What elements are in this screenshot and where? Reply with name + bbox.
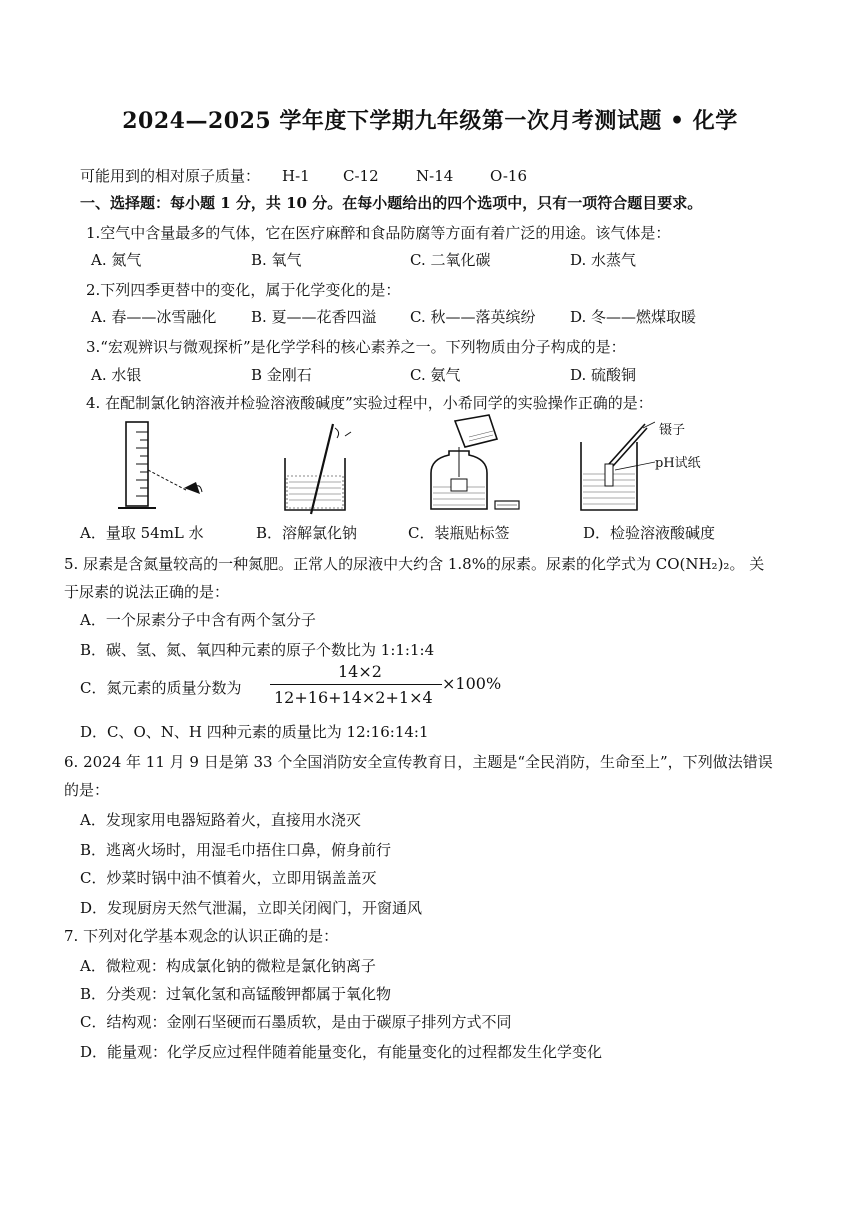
q4-option-b[interactable]: B．溶解氯化钠	[256, 524, 358, 542]
fraction-denominator: 12+16+14×2+1×4	[274, 688, 433, 707]
q5-option-c-prefix: C．氮元素的质量分数为	[80, 679, 242, 697]
exam-title: 2024—2025 学年度下学期九年级第一次月考测试题 • 化学	[122, 108, 738, 134]
atomic-masses-label: 可能用到的相对原子质量：	[80, 167, 261, 185]
fraction-bar	[270, 684, 442, 685]
q2-option-c[interactable]: C. 秋——落英缤纷	[410, 308, 536, 326]
q5-stem-line2: 于尿素的说法正确的是：	[64, 583, 230, 601]
q5-option-b[interactable]: B．碳、氢、氮、氧四种元素的原子个数比为 1:1:1:4	[80, 641, 435, 659]
q2-option-d[interactable]: D. 冬——燃煤取暖	[570, 308, 697, 326]
q7-option-b[interactable]: B．分类观：过氧化氢和高锰酸钾都属于氧化物	[80, 985, 392, 1003]
q4-label-tweezers: 镊子	[659, 423, 686, 438]
q6-option-a[interactable]: A．发现家用电器短路着火，直接用水浇灭	[80, 811, 361, 829]
q1-stem: 1.空气中含量最多的气体，它在医疗麻醉和食品防腐等方面有着广泛的用途。该气体是：	[86, 224, 671, 242]
q5-option-c[interactable]	[80, 678, 241, 698]
q7-option-a[interactable]: A．微粒观：构成氯化钠的微粒是氯化钠离子	[80, 957, 376, 975]
q6-option-d[interactable]: D．发现厨房天然气泄漏，立即关闭阀门，开窗通风	[80, 899, 423, 917]
q7-option-c[interactable]: C．结构观：金刚石坚硬而石墨质软，是由于碳原子排列方式不同	[80, 1013, 512, 1031]
q6-option-b[interactable]: B．逃离火场时，用湿毛巾捂住口鼻，俯身前行	[80, 841, 392, 859]
atomic-mass-o: O-16	[490, 167, 528, 185]
section1-heading: 一、选择题：每小题 1 分，共 10 分。在每小题给出的四个选项中，只有一项符合题目要求。	[80, 194, 703, 212]
q4-figure-b-beaker-stirring	[275, 418, 365, 518]
q2-stem: 2.下列四季更替中的变化，属于化学变化的是：	[86, 281, 401, 299]
atomic-mass-h: H-1	[282, 167, 310, 185]
q4-option-a[interactable]: A．量取 54mL 水	[80, 524, 204, 542]
atomic-mass-c: C-12	[343, 167, 379, 185]
q5-option-c-fraction	[270, 662, 510, 712]
q3-option-c[interactable]: C. 氨气	[410, 366, 461, 384]
q1-option-d[interactable]: D. 水蒸气	[570, 251, 637, 269]
q4-option-d[interactable]: D．检验溶液酸碱度	[583, 524, 716, 542]
q4-label-ph-paper: pH试纸	[655, 456, 701, 471]
q3-option-a[interactable]: A. 水银	[91, 366, 142, 384]
q5-option-a[interactable]: A．一个尿素分子中含有两个氢分子	[80, 611, 316, 629]
q6-stem-line1: 6. 2024 年 11 月 9 日是第 33 个全国消防安全宣传教育日，主题是“全民消防，生命至上”，下列做法错误	[64, 753, 773, 771]
q4-figure-c-bottle-pouring	[425, 413, 525, 518]
q1-option-b[interactable]: B. 氧气	[251, 251, 302, 269]
q2-option-a[interactable]: A. 春——冰雪融化	[91, 308, 217, 326]
fraction-suffix: ×100%	[442, 674, 502, 693]
fraction-numerator: 14×2	[338, 662, 382, 681]
q3-stem: 3.“宏观辨识与微观探析”是化学学科的核心素养之一。下列物质由分子构成的是：	[86, 338, 626, 356]
q3-option-d[interactable]: D. 硫酸铜	[570, 366, 637, 384]
q7-stem: 7. 下列对化学基本观念的认识正确的是：	[64, 927, 339, 945]
q2-option-b[interactable]: B. 夏——花香四溢	[251, 308, 377, 326]
q6-stem-line2: 的是：	[64, 781, 110, 799]
q7-option-d[interactable]: D．能量观：化学反应过程伴随着能量变化，有能量变化的过程都发生化学变化	[80, 1043, 603, 1061]
q4-figure-a-graduated-cylinder	[110, 418, 220, 518]
q4-option-c[interactable]: C．装瓶贴标签	[408, 524, 510, 542]
q4-figure-d-ph-test	[575, 418, 655, 518]
q5-option-d[interactable]: D．C、O、N、H 四种元素的质量比为 12:16:14:1	[80, 723, 429, 741]
q5-stem-line1: 5. 尿素是含氮量较高的一种氮肥。正常人的尿液中大约含 1.8%的尿素。尿素的化学式为 CO(NH₂)₂。 关	[64, 555, 765, 573]
q4-stem: 4. 在配制氯化钠溶液并检验溶液酸碱度”实验过程中，小希同学的实验操作正确的是：	[86, 394, 653, 412]
atomic-mass-n: N-14	[416, 167, 454, 185]
q1-option-c[interactable]: C. 二氧化碳	[410, 251, 491, 269]
q1-option-a[interactable]: A. 氮气	[91, 251, 142, 269]
q6-option-c[interactable]: C．炒菜时锅中油不慎着火，立即用锅盖盖灭	[80, 869, 377, 887]
q3-option-b[interactable]: B 金刚石	[251, 366, 312, 384]
